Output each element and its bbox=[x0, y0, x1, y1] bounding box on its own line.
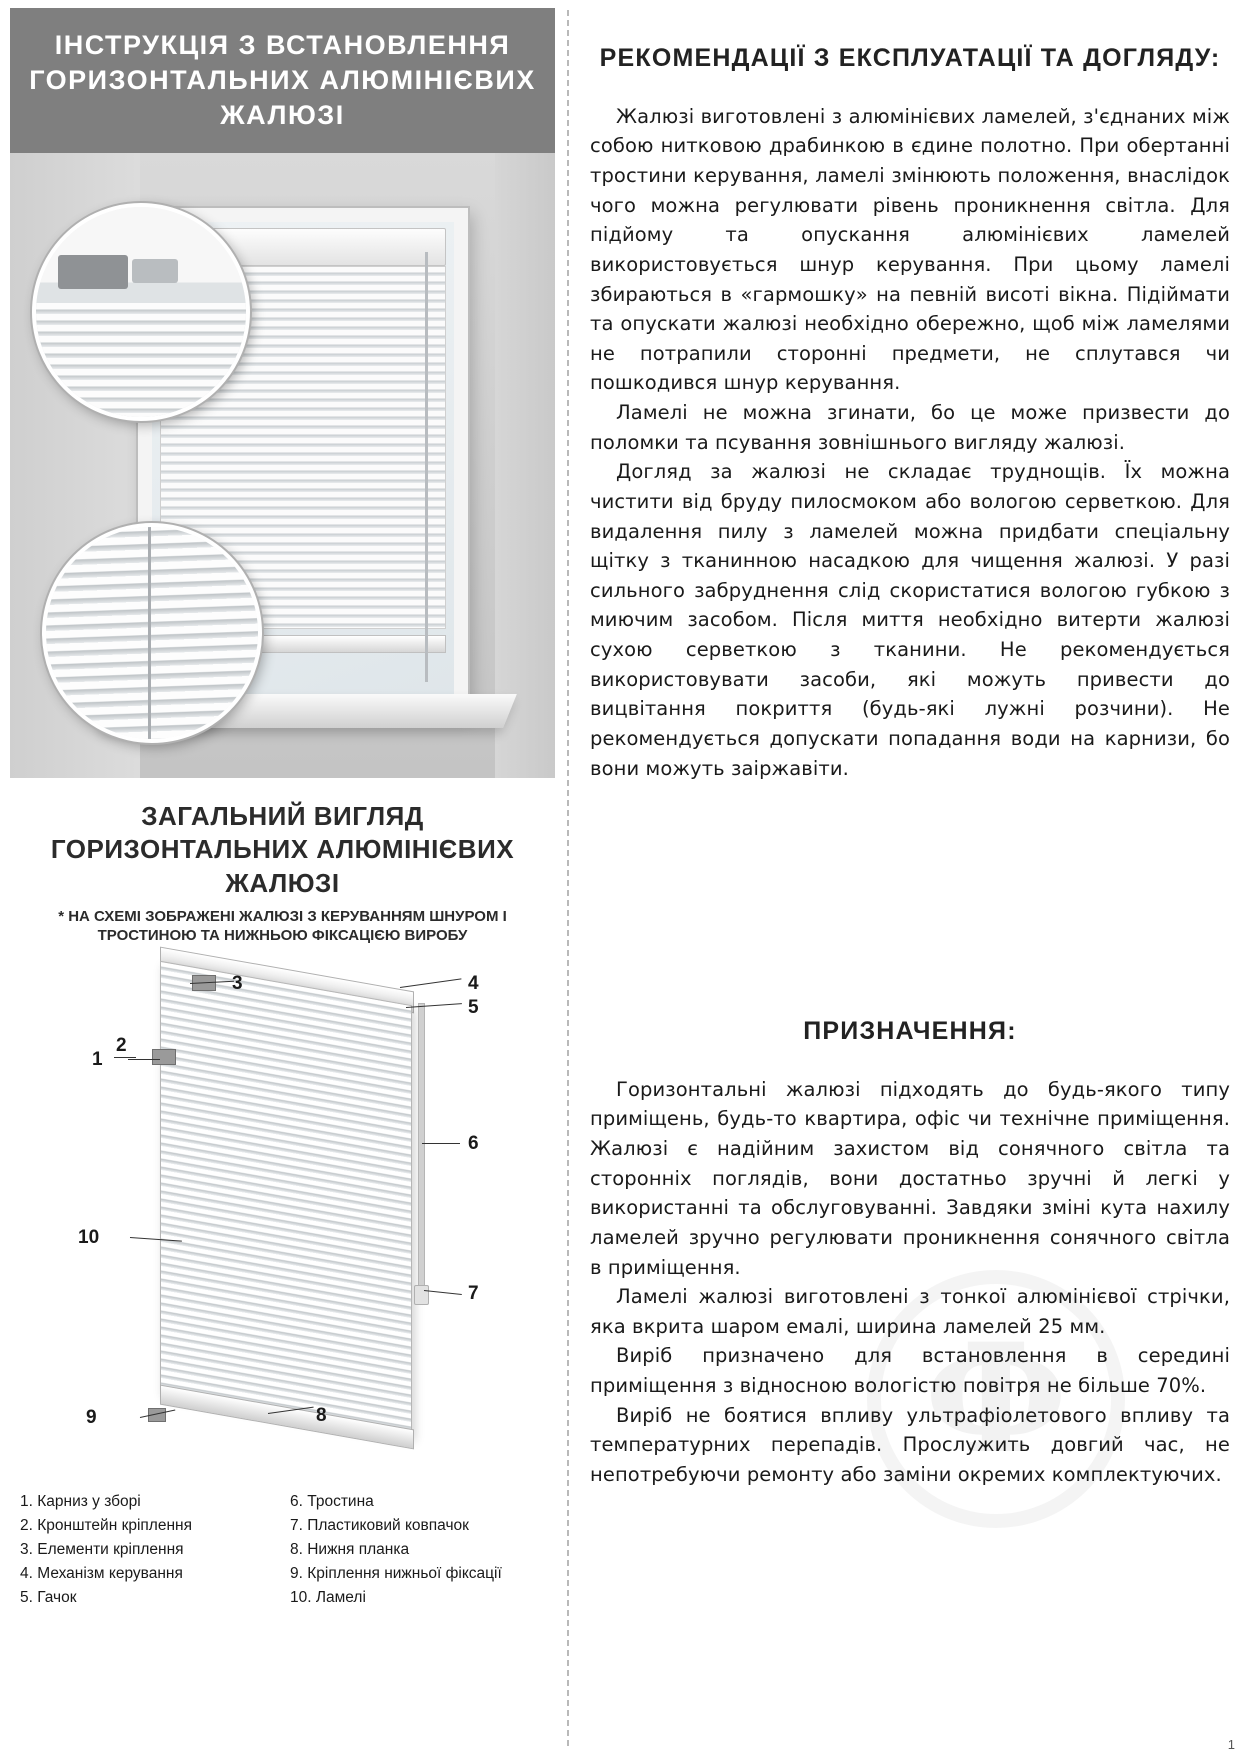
diagram-wand-cap bbox=[414, 1285, 429, 1305]
leader-line bbox=[406, 1003, 462, 1008]
detail-zoom-bracket bbox=[32, 203, 250, 421]
zoom-slats bbox=[36, 303, 246, 417]
legend-item: 8. Нижня планка bbox=[290, 1541, 410, 1559]
legend-item: 6. Тростина bbox=[290, 1493, 374, 1510]
diagram-bracket-left bbox=[152, 1049, 176, 1065]
zoom-cord bbox=[148, 527, 151, 739]
legend-item: 2. Кронштейн кріплення bbox=[20, 1517, 192, 1535]
callout-4: 4 bbox=[468, 973, 479, 994]
legend-column-right bbox=[290, 1490, 540, 1610]
leader-line bbox=[128, 1059, 160, 1060]
bracket-part bbox=[58, 255, 128, 289]
callout-8: 8 bbox=[316, 1405, 327, 1426]
care-paragraph-2: Ламелі не можна згинати, бо це може призвести до поломки та псування зовнішнього вигляду жалюзі. bbox=[590, 401, 1230, 454]
left-column bbox=[0, 0, 565, 1758]
purpose-block bbox=[590, 1015, 1230, 1490]
care-body bbox=[590, 102, 1230, 783]
diagram-slat-stack bbox=[160, 961, 412, 1437]
purpose-body bbox=[590, 1075, 1230, 1490]
legend-item: 4. Механізм керування bbox=[20, 1565, 183, 1583]
leader-line bbox=[400, 978, 462, 988]
right-column bbox=[590, 0, 1230, 1758]
purpose-paragraph-1: Горизонтальні жалюзі підходять до будь-якого типу приміщень, будь-то квартира, офіс чи технічне приміщення. Жалюзі є надійним захистом від сонячного світла та сторонніх поглядів, вони достатньо зручні й легкі у використанні та обслуговуванні. Завдяки зміні кута нахилу ламелей зручно регулювати проникнення сонячного світла в приміщення. bbox=[590, 1077, 1230, 1279]
purpose-paragraph-2: Ламелі жалюзі виготовлені з тонкої алюмінієвої стрічки, яка вкрита шаром емалі, ширина ламелей 25 мм. bbox=[590, 1285, 1230, 1338]
callout-5: 5 bbox=[468, 997, 479, 1018]
zoom-slats bbox=[46, 527, 258, 739]
diagram-legend bbox=[20, 1490, 545, 1610]
legend-item: 10. Ламелі bbox=[290, 1589, 366, 1607]
callout-3: 3 bbox=[232, 973, 243, 994]
legend-item: 7. Пластиковий ковпачок bbox=[290, 1517, 469, 1535]
callout-7: 7 bbox=[468, 1283, 479, 1304]
diagram-wand bbox=[418, 1003, 425, 1290]
window-blinds-photo bbox=[10, 153, 555, 778]
purpose-paragraph-3: Виріб призначено для встановлення в середині приміщення з відносною вологістю повітря не більше 70%. bbox=[590, 1344, 1230, 1397]
leader-line bbox=[114, 1057, 136, 1058]
legend-item: 9. Кріплення нижньої фіксації bbox=[290, 1565, 502, 1583]
overview-title-note: * НА СХЕМІ ЗОБРАЖЕНІ ЖАЛЮЗІ З КЕРУВАННЯМ ШНУРОМ І ТРОСТИНОЮ ТА НИЖНЬОЮ ФІКСАЦІЄЮ ВИРОБУ bbox=[58, 907, 507, 944]
page-number: 1 bbox=[1227, 1737, 1235, 1752]
blinds-diagram bbox=[10, 965, 555, 1470]
callout-10: 10 bbox=[78, 1227, 100, 1248]
legend-item: 1. Карниз у зборі bbox=[20, 1493, 141, 1510]
overview-section-title bbox=[10, 800, 555, 945]
instruction-header-title: ІНСТРУКЦІЯ З ВСТАНОВЛЕННЯ ГОРИЗОНТАЛЬНИХ АЛЮМІНІЄВИХ ЖАЛЮЗІ bbox=[29, 29, 536, 131]
callout-6: 6 bbox=[468, 1133, 479, 1154]
bracket-part-secondary bbox=[132, 259, 178, 283]
care-title: РЕКОМЕНДАЦІЇ З ЕКСПЛУАТАЦІЇ ТА ДОГЛЯДУ: bbox=[599, 44, 1221, 72]
legend-item: 3. Елементи кріплення bbox=[20, 1541, 184, 1559]
wall-right bbox=[495, 153, 555, 778]
leader-line bbox=[422, 1143, 460, 1144]
legend-column-left bbox=[20, 1490, 270, 1610]
control-wand bbox=[425, 252, 428, 682]
purpose-title: ПРИЗНАЧЕННЯ: bbox=[803, 1017, 1017, 1045]
detail-zoom-slats bbox=[42, 523, 262, 743]
callout-2: 2 bbox=[116, 1035, 127, 1056]
legend-item: 5. Гачок bbox=[20, 1589, 77, 1607]
leader-line bbox=[424, 1290, 462, 1295]
column-divider bbox=[567, 10, 569, 1746]
watermark-letter: Ф bbox=[924, 1311, 1068, 1487]
purpose-paragraph-4: Виріб не боятися впливу ультрафіолетового впливу та температурних перепадів. Прослужить довгий час, не непотребуючи ремонту або заміни окремих комплектуючих. bbox=[590, 1403, 1230, 1486]
callout-1: 1 bbox=[92, 1049, 103, 1070]
care-recommendations-block bbox=[590, 42, 1230, 783]
callout-9: 9 bbox=[86, 1407, 97, 1428]
care-paragraph-3: Догляд за жалюзі не складає труднощів. Їх можна чистити від бруду пилосмоком або вологою серветкою. Для видалення пилу з ламелей можна придбати спеціальну щітку з тканинною насадкою для чищення жалюзі. У разі сильного забруднення слід скористатися вологою губкою з миючим засобом. Після миття необхідно витерти жалюзі сухою серветкою з тканини. Не рекомендується використовувати засоби, які можуть привести до вицвітання покриття (будь-які лужні розчини). Не рекомендується допускати попадання води на карнизи, бо вони можуть заіржавіти. bbox=[590, 460, 1230, 780]
overview-title-text: ЗАГАЛЬНИЙ ВИГЛЯД ГОРИЗОНТАЛЬНИХ АЛЮМІНІЄВИХ ЖАЛЮЗІ bbox=[50, 801, 515, 898]
instruction-header bbox=[10, 8, 555, 153]
care-paragraph-1: Жалюзі виготовлені з алюмінієвих ламелей, з'єднаних між собою нитковою драбинкою в єдине полотно. При обертанні тростини керування, ламелі змінюють положення, внаслідок чого можна регулювати рівень проникнення світла. Для підйому та опускання алюмінієвих ламелей використовується шнур керування. При цьому ламелі збираються в «гармошку» на певній висоті вікна. Підіймати та опускати жалюзі необхідно обережно, щоб між ламелями не потрапили сторонні предмети, не сплутався чи пошкодився шнур керування. bbox=[590, 104, 1230, 395]
